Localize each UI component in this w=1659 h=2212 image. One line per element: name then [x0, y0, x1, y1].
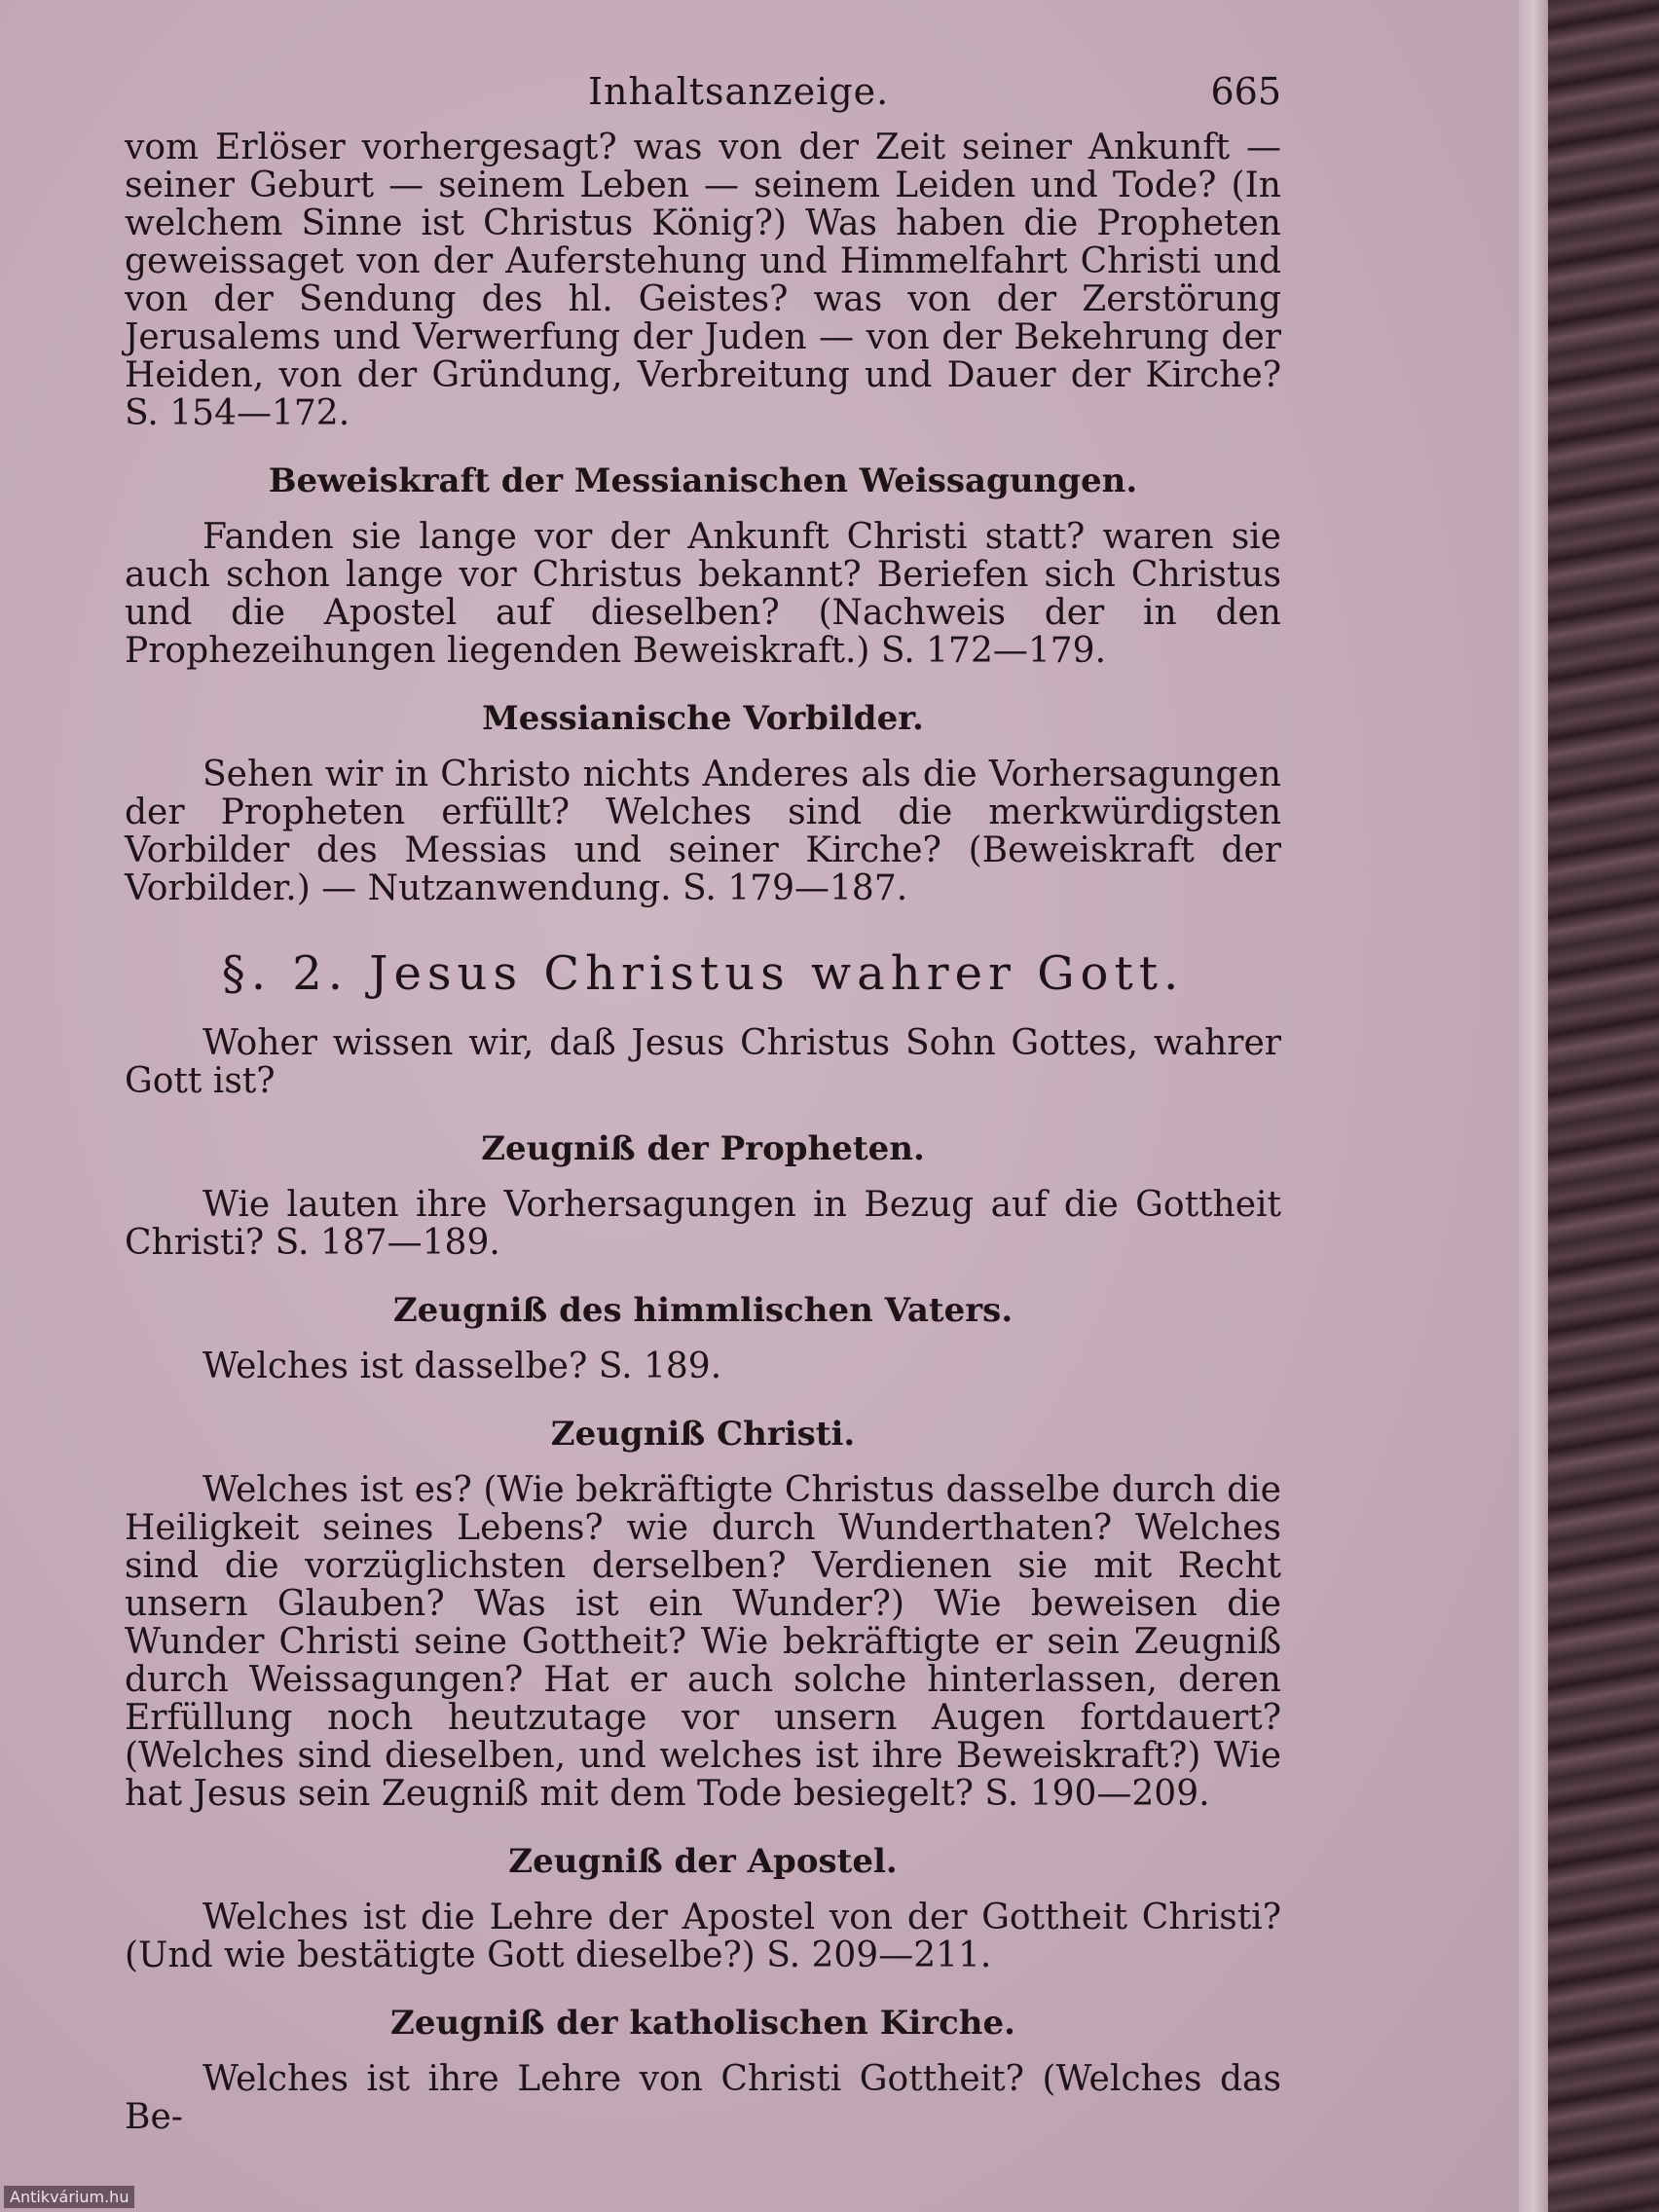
paragraph-vater: Welches ist dasselbe? S. 189.	[203, 1346, 722, 1386]
heading-apostel: Zeugniß der Apostel.	[508, 1842, 898, 1881]
paragraph-vorbilder: Sehen wir in Christo nichts Anderes als die Vorhersagungen der Propheten erfüllt? Welches sind die merkwürdigsten Vorbilder des Messias und seiner Kirche? (Beweiskraft der Vorbilder.) — Nutzanwendung. S. 179—187.	[125, 755, 1281, 908]
heading-vater: Zeugniß des himmlischen Vaters.	[392, 1291, 1014, 1330]
heading-propheten: Zeugniß der Propheten.	[481, 1129, 925, 1168]
heading-christi: Zeugniß Christi.	[550, 1415, 856, 1454]
paragraph-continuation: vom Erlöser vorhergesagt? was von der Zeit seiner Ankunft — seiner Geburt — seinem Leben — seinem Leiden und Tode? (In welchem Sinne ist Christus König?) Was haben die Propheten geweissaget von der Auferstehung und Himmelfahrt Christi und von der Sendung des hl. Geistes? was von der Zerstörung Jerusalems und Verwerfung der Juden — von der Bekehrung der Heiden, von der Gründung, Verbreitung und Dauer der Kirche? S. 154—172.	[125, 128, 1281, 433]
paragraph-beweiskraft: Fanden sie lange vor der Ankunft Christi statt? waren sie auch schon lange vor Christus bekannt? Beriefen sich Christus und die Apostel auf dieselben? (Nachweis der in den Prophezeihungen liegenden Beweiskraft.) S. 172—179.	[125, 517, 1281, 671]
heading-beweiskraft: Beweiskraft der Messianischen Weissagungen.	[268, 461, 1138, 500]
watermark: Antikvárium.hu	[4, 2186, 134, 2208]
page-header	[125, 68, 1281, 115]
section-heading: §. 2. Jesus Christus wahrer Gott.	[221, 946, 1185, 1001]
running-title: Inhaltsanzeige.	[588, 70, 890, 113]
paragraph-section-intro: Woher wissen wir, daß Jesus Christus Sohn Gottes, wahrer Gott ist?	[125, 1023, 1281, 1101]
marbled-book-cover	[1548, 0, 1659, 2212]
paragraph-propheten: Wie lauten ihre Vorhersagungen in Bezug auf die Gottheit Christi? S. 187—189.	[125, 1185, 1281, 1263]
heading-vorbilder: Messianische Vorbilder.	[482, 699, 924, 738]
page-content	[125, 68, 1281, 2136]
heading-kirche: Zeugniß der katholischen Kirche.	[390, 2004, 1015, 2043]
page-number: 665	[1210, 70, 1281, 113]
page-gutter	[1519, 0, 1548, 2212]
paragraph-christi: Welches ist es? (Wie bekräftigte Christus dasselbe durch die Heiligkeit seines Lebens? wie durch Wunderthaten? Welches sind die vorzüglichsten derselben? Verdienen sie mit Recht unsern Glauben? Was ist ein Wunder?) Wie beweisen die Wunder Christi seine Gottheit? Wie bekräftigte er sein Zeugniß durch Weissagungen? Hat er auch solche hinterlassen, deren Erfüllung noch heutzutage vor unsern Augen fortdauert? (Welches sind dieselben, und welches ist ihre Beweiskraft?) Wie hat Jesus sein Zeugniß mit dem Tode besiegelt? S. 190—209.	[125, 1470, 1281, 1814]
paragraph-kirche: Welches ist ihre Lehre von Christi Gottheit? (Welches das Be-	[125, 2059, 1281, 2137]
paragraph-apostel: Welches ist die Lehre der Apostel von der Gottheit Christi? (Und wie bestätigte Gott dieselbe?) S. 209—211.	[125, 1898, 1281, 1975]
